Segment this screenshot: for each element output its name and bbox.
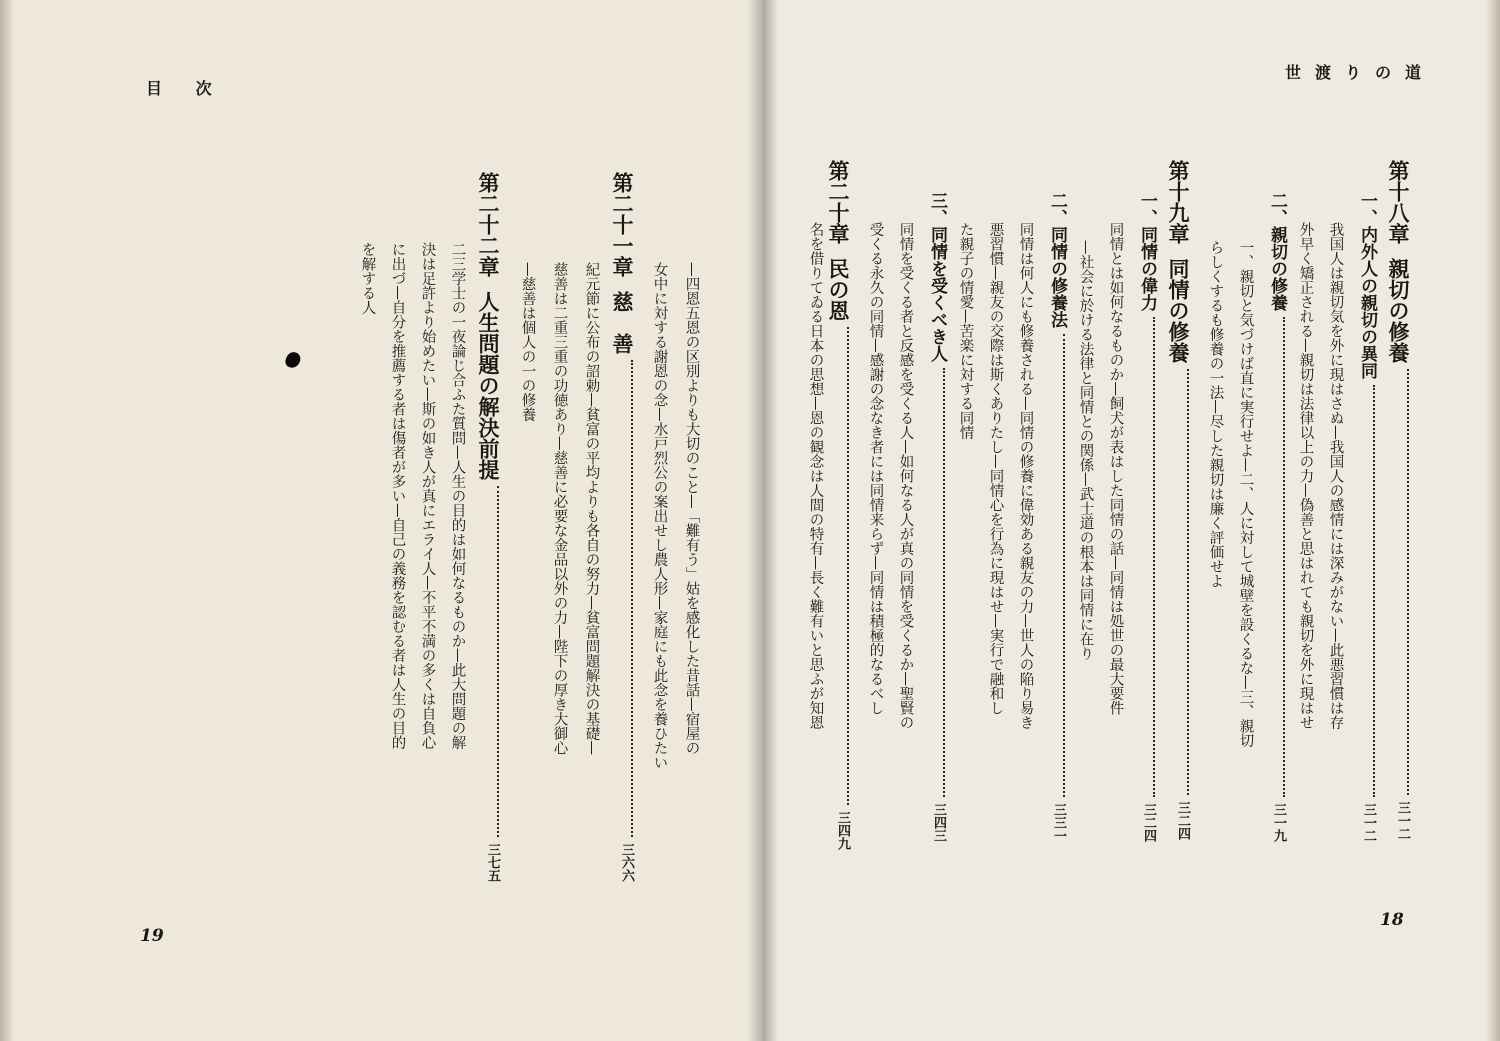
toc-summary-line: —慈善は個人の一の修養 [519,262,536,422]
toc-summary-line: らしくするも修養の一法—尽した親切は廉く評価せよ [1207,240,1224,588]
toc-summary-line: 外早く矯正される—親切は法律以上の力—偽善と思はれても親切を外に現はせ [1297,222,1314,730]
dot-leader [497,486,499,837]
toc-summary-line: 名を借りてゐる日本の思想—恩の観念は人間の特有—長く難有いと思ふが知恩 [807,222,824,730]
dot-leader [1153,317,1155,797]
chapter-number: 第十八章 [1386,160,1411,244]
dot-leader [943,368,945,797]
toc-summary-line: を解する人 [359,242,376,315]
chapter-number: 第二十二章 [476,172,501,277]
toc-summary-line: 同情とは如何なるものか—飼犬が表はした同情の話—同情は処世の最大要件 [1107,222,1124,715]
toc-section[interactable] [1268,192,1285,842]
toc-summary-line: 決は足許より始めたい—斯の如き人が真にエライ人—不平不満の多くは自負心 [419,242,436,750]
dot-leader [1063,334,1065,797]
toc-summary-line: 悪習慣—親友の交際は斯くありたし—同情心を行為に現はせ—実行で融和し [987,222,1004,715]
toc-section[interactable] [1138,192,1155,842]
chapter-title: 民の恩 [826,258,851,321]
section-label: 二、同情の修養法 [1047,192,1067,328]
page-ref: 三六六 [619,843,634,882]
toc-chapter-20[interactable] [828,160,849,850]
page-ref: 三一九 [1271,803,1286,842]
toc-summary-line: 同情を受くる者と反感を受くる人—如何なる人が真の同情を受くるか—聖賢の [897,222,914,730]
chapter-title: 慈 善 [610,291,635,354]
page-ref: 三四九 [835,811,850,850]
right-page [760,0,1500,1041]
page-ref: 三一二 [1361,803,1376,842]
chapter-number: 第十九章 [1166,160,1191,244]
toc-chapter-18[interactable] [1388,160,1409,840]
page-ref: 三二四 [1175,801,1190,840]
section-label: 一、同情の偉力 [1137,192,1157,311]
book-gutter [748,0,778,1041]
chapter-number: 第二十一章 [610,172,635,277]
dot-leader [1407,369,1409,795]
chapter-title: 親切の修養 [1386,258,1411,363]
toc-section[interactable] [1048,192,1065,842]
ink-spot [284,350,303,370]
page-number: 18 [1380,910,1404,930]
toc-chapter-19[interactable] [1168,160,1189,840]
running-header-right: 世渡りの道 [1285,63,1436,82]
toc-summary-line: 同情は何人にも修養される—同情の修養に偉効ある親友の力—世人の陥り易き [1017,222,1034,730]
dot-leader [1283,317,1285,797]
chapter-title: 人生問題の解決前提 [476,291,501,480]
toc-summary-line: 我国人は親切気を外に現はさぬ—我国人の感情には深みがない—此悪習慣は存 [1327,222,1344,730]
dot-leader [1187,369,1189,795]
toc-section[interactable] [1358,192,1375,842]
dot-leader [631,360,633,837]
toc-summary-line: 紀元節に公布の詔勅—貧富の平均よりも各自の努力—貧富問題解決の基礎— [583,262,600,755]
toc-summary-line: 受くる永久の同情—感謝の念なき者には同情来らず—同情は積極的なるべし [867,222,884,715]
page-edge-shadow [1486,0,1500,1041]
page-ref: 三七五 [485,843,500,882]
toc-summary-line: 女中に対する謝恩の念—水戸烈公の案出せし農人形—家庭にも此念を養ひたい [651,262,668,770]
dot-leader [1373,385,1375,797]
toc-summary-line: 慈善は二重三重の功徳あり—慈善に必要な金品以外の力—陛下の厚き大御心 [551,262,568,755]
dot-leader [847,327,849,805]
toc-summary-line: —四恩五恩の区別よりも大切のこと—「難有う」姑を感化した昔話—宿屋の [683,262,700,755]
section-label: 二、親切の修養 [1267,192,1287,311]
toc-summary-line: —社会に於ける法律と同情との関係—武士道の根本は同情に在り [1077,240,1094,661]
chapter-title: 同情の修養 [1166,258,1191,363]
page-edge-shadow [0,0,14,1041]
toc-summary-line: 二三学士の一夜論じ合ふた質問—人生の目的は如何なるものか—此大問題の解 [449,242,466,750]
chapter-number: 第二十章 [826,160,851,244]
toc-summary-line: 一、親切と気づけば直に実行せよ—二、人に対して城壁を設くるな—三、親切 [1237,240,1254,748]
page-number: 19 [140,926,164,946]
toc-chapter-22[interactable] [478,172,499,882]
toc-chapter-21[interactable] [612,172,633,882]
toc-summary-line: に出づ—自分を推薦する者は傷者が多い—自己の義務を認むる者は人生の目的 [389,242,406,750]
page-ref: 三一二 [1395,801,1410,840]
section-label: 一、内外人の親切の異同 [1357,192,1377,379]
page-ref: 三三一 [1051,803,1066,842]
page-ref: 三四三 [931,803,946,842]
running-header-left: 目 次 [146,79,226,98]
toc-section[interactable] [928,192,945,842]
page-ref: 三二四 [1141,803,1156,842]
toc-summary-line: た親子の情愛—苦楽に対する同情 [957,222,974,440]
section-label: 三、同情を受くべき人 [927,192,947,362]
